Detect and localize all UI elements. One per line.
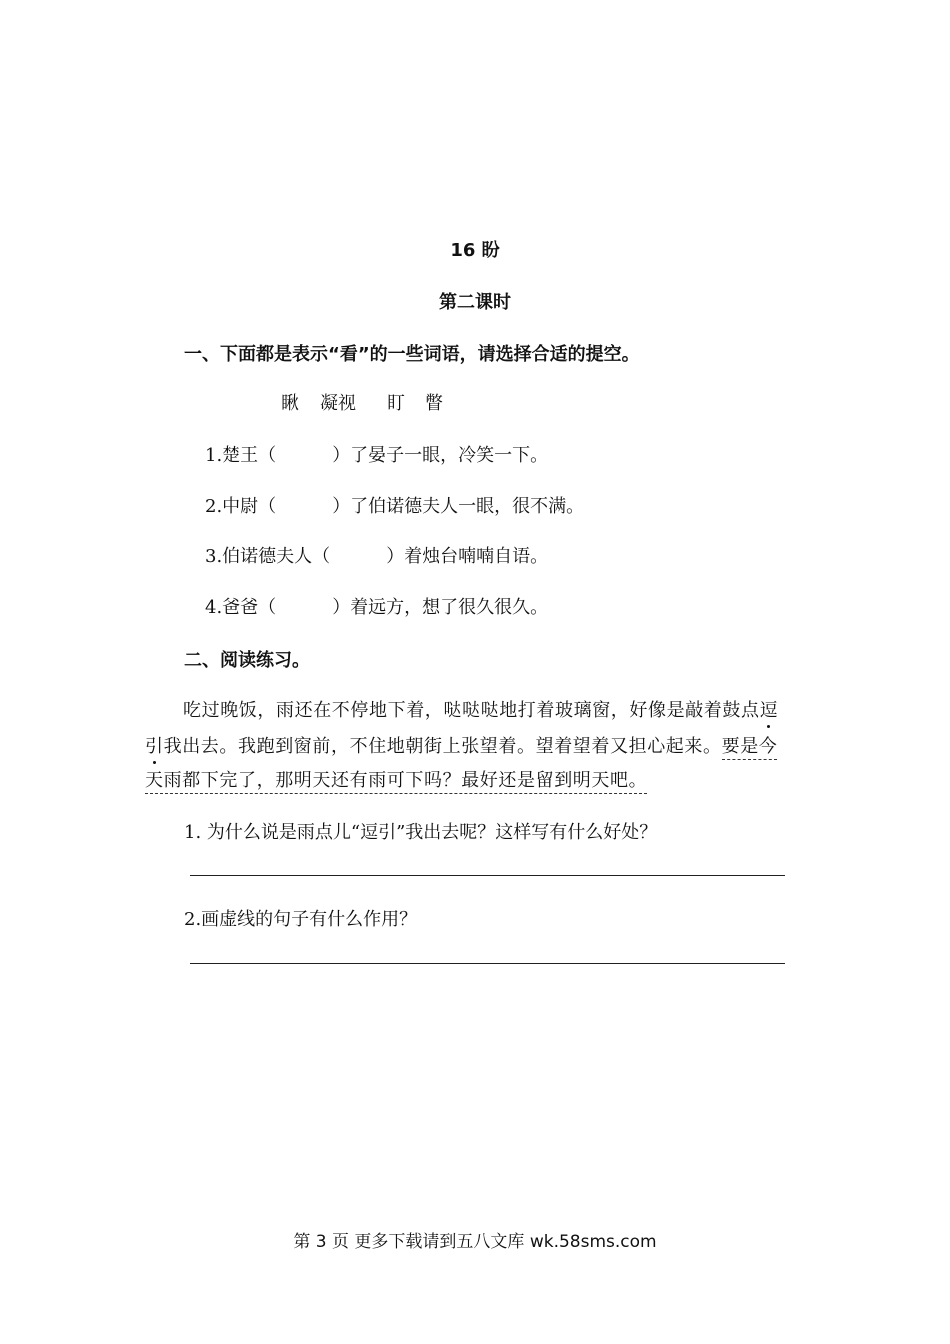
dotted-character: 引 bbox=[145, 736, 164, 757]
word-option: 盯 bbox=[387, 393, 405, 414]
dashed-underline-text: 天雨都下完了，那明天还有雨可下吗？最好还是留到明天吧。 bbox=[145, 770, 647, 794]
fill-item-before: 1.楚王（ bbox=[205, 445, 277, 466]
fill-item-after: ）了晏子一眼，冷笑一下。 bbox=[332, 445, 549, 466]
passage-text: 我出去。我跑到窗前，不住地朝街上张望着。望着望着又担心起来。 bbox=[163, 736, 722, 757]
word-option: 瞅 bbox=[281, 393, 299, 414]
passage-text: 吃过晚饭，雨还在不停地下着，哒哒哒地打着玻璃窗，好像是敲着鼓点 bbox=[183, 700, 760, 721]
fill-item-before: 3.伯诺德夫人（ bbox=[205, 546, 331, 567]
question-2: 2.画虚线的句子有什么作用？ bbox=[184, 909, 418, 930]
fill-item-before: 2.中尉（ bbox=[205, 496, 277, 517]
fill-item bbox=[205, 593, 548, 619]
dotted-character: 逗 bbox=[759, 700, 779, 721]
passage-line-2 bbox=[145, 732, 777, 758]
lesson-title: 16 盼 bbox=[450, 240, 500, 261]
dashed-underline-text: 要是今 bbox=[722, 736, 778, 760]
fill-item-after: ）了伯诺德夫人一眼，很不满。 bbox=[332, 496, 585, 517]
word-option: 瞥 bbox=[425, 393, 443, 414]
fill-item bbox=[205, 542, 548, 568]
question-1: 1. 为什么说是雨点儿“逗引”我出去呢？这样写有什么好处？ bbox=[184, 822, 658, 843]
word-option: 凝视 bbox=[320, 393, 356, 414]
fill-item bbox=[205, 492, 584, 518]
answer-line[interactable] bbox=[190, 963, 785, 964]
answer-line[interactable] bbox=[190, 875, 785, 876]
fill-item-after: ）着烛台喃喃自语。 bbox=[386, 546, 549, 567]
passage-line-3 bbox=[145, 766, 647, 792]
fill-item-after: ）着远方，想了很久很久。 bbox=[332, 597, 549, 618]
section1-heading: 一、下面都是表示“看”的一些词语，请选择合适的提空。 bbox=[184, 344, 640, 365]
section2-heading: 二、阅读练习。 bbox=[184, 650, 310, 671]
lesson-subtitle: 第二课时 bbox=[439, 292, 511, 313]
fill-item-before: 4.爸爸（ bbox=[205, 597, 277, 618]
fill-item bbox=[205, 441, 548, 467]
page-footer: 第 3 页 更多下载请到五八文库 wk.58sms.com bbox=[293, 1232, 657, 1252]
passage-line-1 bbox=[183, 696, 778, 722]
